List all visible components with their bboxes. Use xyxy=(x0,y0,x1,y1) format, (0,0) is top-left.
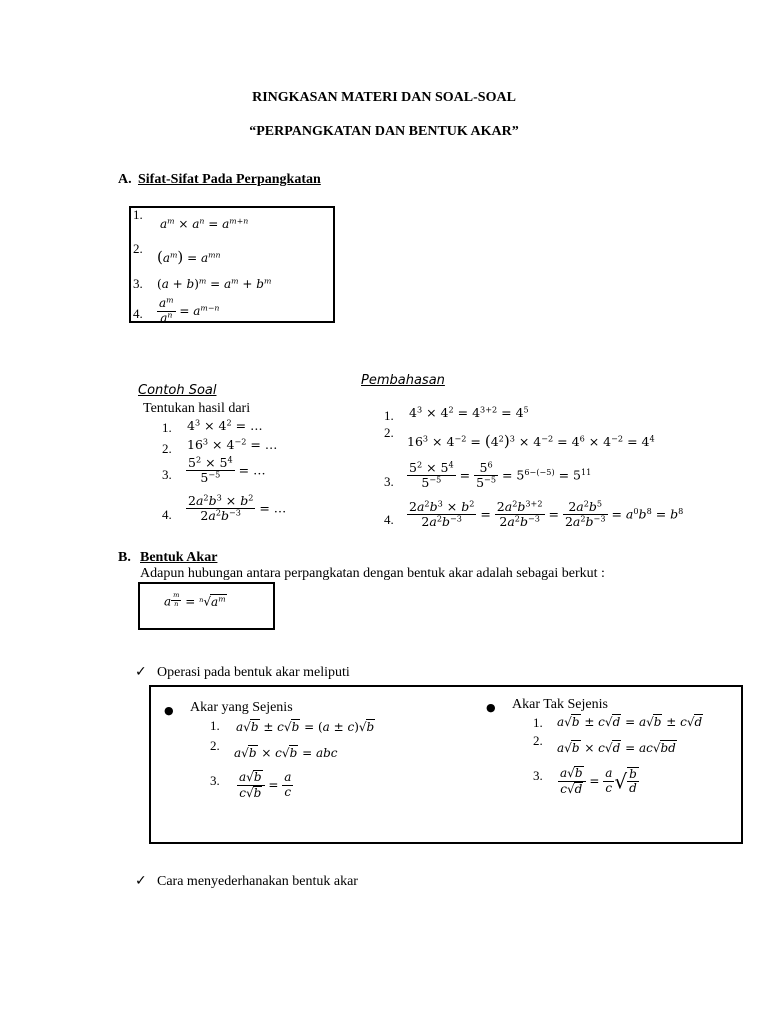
contoh-problem: $16^3 \times 4^{-2}$ = … xyxy=(187,436,278,452)
contoh-problem: $\frac{5^2 \times 5^4}{5^{-5}}$ = … xyxy=(188,454,266,486)
pembahasan-number: 3. xyxy=(384,474,394,489)
sejenis-formula: a√b ± c√b = (a ± c)√b xyxy=(236,720,375,734)
contoh-number: 3. xyxy=(162,467,172,482)
contoh-number: 2. xyxy=(162,441,172,456)
contoh-number: 1. xyxy=(162,420,172,435)
tak-sejenis-number: 1. xyxy=(533,715,543,730)
property-formula: $(a^m) = a^{mn}$ xyxy=(157,248,221,266)
property-number: 1. xyxy=(133,207,143,222)
contoh-problem: $\frac{2a^2b^3 \times b^2}{2a^2b^{-3}}$ = … xyxy=(188,492,287,524)
section-a-heading: Sifat-Sifat Pada Perpangkatan xyxy=(138,172,321,187)
tak-sejenis-formula: a√b ± c√d = a√b ± c√d xyxy=(557,715,703,729)
page-subtitle: “PERPANGKATAN DAN BENTUK AKAR” xyxy=(249,124,519,139)
pembahasan-number: 2. xyxy=(384,425,394,440)
pembahasan-heading: Pembahasan xyxy=(361,373,445,388)
section-b-heading: Bentuk Akar xyxy=(140,550,218,565)
tak-sejenis-label: Akar Tak Sejenis xyxy=(512,697,608,712)
section-a-letter: A. xyxy=(118,172,132,187)
operasi-label: Operasi pada bentuk akar meliputi xyxy=(157,665,350,680)
pembahasan-number: 4. xyxy=(384,512,394,527)
bullet-icon: ● xyxy=(164,704,174,717)
sejenis-number: 3. xyxy=(210,773,220,788)
pembahasan-number: 1. xyxy=(384,408,394,423)
pembahasan-solution: $\frac{5^2 \times 5^4}{5^{-5}}$ = $\frac{5^6}{5^{-5}}$ = $5^{6-(-5)} = 5^{11}$ xyxy=(409,459,592,491)
pembahasan-solution: $16^3 \times 4^{-2} = (4^2)^3 \times 4^{-2} = 4^6 \times 4^{-2} = 4^4$ xyxy=(407,432,655,450)
pembahasan-solution: $\frac{2a^2b^3 \times b^2}{2a^2b^{-3}}$ = $\frac{2a^2b^{3+2}}{2a^2b^{-3}}$ = $\frac{2a^2b^5}{2a^2b^{-3}}$ = $a^0b^8 = b^8$ xyxy=(409,500,684,530)
cara-label: Cara menyederhanakan bentuk akar xyxy=(157,874,358,889)
property-formula: $\frac{a^m}{a^n}$ = $a^{m-n}$ xyxy=(159,295,220,325)
sejenis-number: 2. xyxy=(210,738,220,753)
contoh-intro: Tentukan hasil dari xyxy=(143,401,251,416)
property-number: 2. xyxy=(133,241,143,256)
page-title: RINGKASAN MATERI DAN SOAL-SOAL xyxy=(252,90,516,105)
contoh-problem: $4^3 \times 4^2$ = … xyxy=(187,417,263,433)
tak-sejenis-number: 3. xyxy=(533,768,543,783)
property-formula: $a^m \times a^n = a^{m+n}$ xyxy=(160,216,249,231)
sejenis-formula: $\frac{a√b}{c√b}$ = $\frac{a}{c}$ xyxy=(239,770,292,800)
pembahasan-solution: $4^3 \times 4^2 = 4^{3+2} = 4^5$ xyxy=(409,404,529,420)
contoh-number: 4. xyxy=(162,507,172,522)
tak-sejenis-number: 2. xyxy=(533,733,543,748)
sejenis-number: 1. xyxy=(210,718,220,733)
property-number: 3. xyxy=(133,276,143,291)
sejenis-label: Akar yang Sejenis xyxy=(190,700,293,715)
sejenis-formula: a√b × c√b = abc xyxy=(234,746,338,760)
tak-sejenis-formula: $\frac{a√b}{c√d}$ = $\frac{a}{c}$ √ $\frac{b}{d}$ xyxy=(560,766,637,796)
contoh-heading: Contoh Soal xyxy=(138,383,217,398)
property-number: 4. xyxy=(133,306,143,321)
check-mark-icon: ✓ xyxy=(135,873,147,889)
section-b-intro: Adapun hubungan antara perpangkatan dengan bentuk akar adalah sebagai berkut : xyxy=(140,566,605,581)
property-formula: $(a + b)^m = a^m + b^m$ xyxy=(157,276,272,291)
section-b-letter: B. xyxy=(118,550,131,565)
check-mark-icon: ✓ xyxy=(135,664,147,680)
bullet-icon: ● xyxy=(486,701,496,714)
tak-sejenis-formula: a√b × c√d = ac√bd xyxy=(557,741,676,755)
root-relation-formula: a $^{\frac{m}{n}}$ = $^n√a^m$ xyxy=(164,591,226,609)
